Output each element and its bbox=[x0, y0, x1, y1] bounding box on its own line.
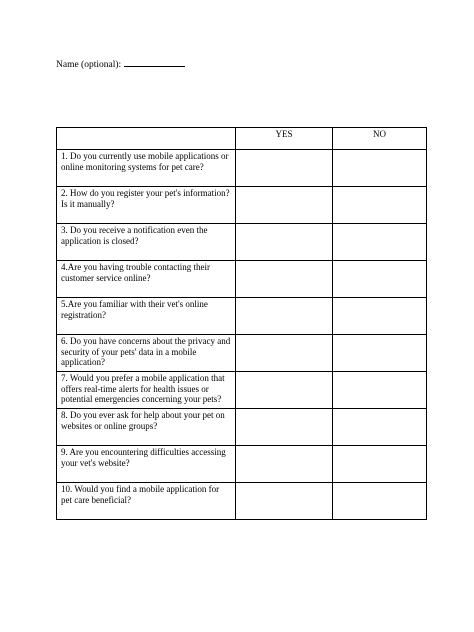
header-question bbox=[57, 128, 236, 150]
no-cell-1[interactable] bbox=[333, 150, 427, 187]
table-row bbox=[57, 150, 427, 187]
name-blank-line[interactable] bbox=[124, 57, 185, 67]
yes-cell-3[interactable] bbox=[236, 224, 333, 261]
no-cell-10[interactable] bbox=[333, 483, 427, 520]
question-1: 1. Do you currently use mobile applications or online monitoring systems for pet care? bbox=[57, 150, 236, 187]
table-row bbox=[57, 483, 427, 520]
header-yes: YES bbox=[236, 128, 333, 150]
yes-cell-8[interactable] bbox=[236, 409, 333, 446]
yes-cell-7[interactable] bbox=[236, 372, 333, 409]
no-cell-6[interactable] bbox=[333, 335, 427, 372]
header-no: NO bbox=[333, 128, 427, 150]
no-cell-5[interactable] bbox=[333, 298, 427, 335]
question-4: 4.Are you having trouble contacting their customer service online? bbox=[57, 261, 236, 298]
no-cell-4[interactable] bbox=[333, 261, 427, 298]
yes-cell-6[interactable] bbox=[236, 335, 333, 372]
table-row bbox=[57, 335, 427, 372]
no-cell-3[interactable] bbox=[333, 224, 427, 261]
no-cell-2[interactable] bbox=[333, 187, 427, 224]
question-2: 2. How do you register your pet's information? Is it manually? bbox=[57, 187, 236, 224]
name-field bbox=[56, 57, 185, 71]
table-row bbox=[57, 261, 427, 298]
question-10: 10. Would you find a mobile application for pet care beneficial? bbox=[57, 483, 236, 520]
table-row bbox=[57, 187, 427, 224]
question-8: 8. Do you ever ask for help about your pet on websites or online groups? bbox=[57, 409, 236, 446]
yes-cell-9[interactable] bbox=[236, 446, 333, 483]
yes-cell-2[interactable] bbox=[236, 187, 333, 224]
question-9: 9. Are you encountering difficulties accessing your vet's website? bbox=[57, 446, 236, 483]
question-6: 6. Do you have concerns about the privacy and security of your pets' data in a mobile application? bbox=[57, 335, 236, 372]
yes-cell-4[interactable] bbox=[236, 261, 333, 298]
table-row bbox=[57, 446, 427, 483]
no-cell-9[interactable] bbox=[333, 446, 427, 483]
table-row bbox=[57, 372, 427, 409]
no-cell-7[interactable] bbox=[333, 372, 427, 409]
table-row bbox=[57, 224, 427, 261]
survey-table bbox=[56, 127, 427, 520]
question-7: 7. Would you prefer a mobile application that offers real-time alerts for health issues or potential emergencies concerning your pets? bbox=[57, 372, 236, 409]
yes-cell-10[interactable] bbox=[236, 483, 333, 520]
no-cell-8[interactable] bbox=[333, 409, 427, 446]
table-row bbox=[57, 409, 427, 446]
yes-cell-5[interactable] bbox=[236, 298, 333, 335]
header-row bbox=[57, 128, 427, 150]
question-3: 3. Do you receive a notification even the application is closed? bbox=[57, 224, 236, 261]
name-label: Name (optional): bbox=[56, 60, 122, 70]
table-row bbox=[57, 298, 427, 335]
yes-cell-1[interactable] bbox=[236, 150, 333, 187]
question-5: 5.Are you familiar with their vet's online registration? bbox=[57, 298, 236, 335]
